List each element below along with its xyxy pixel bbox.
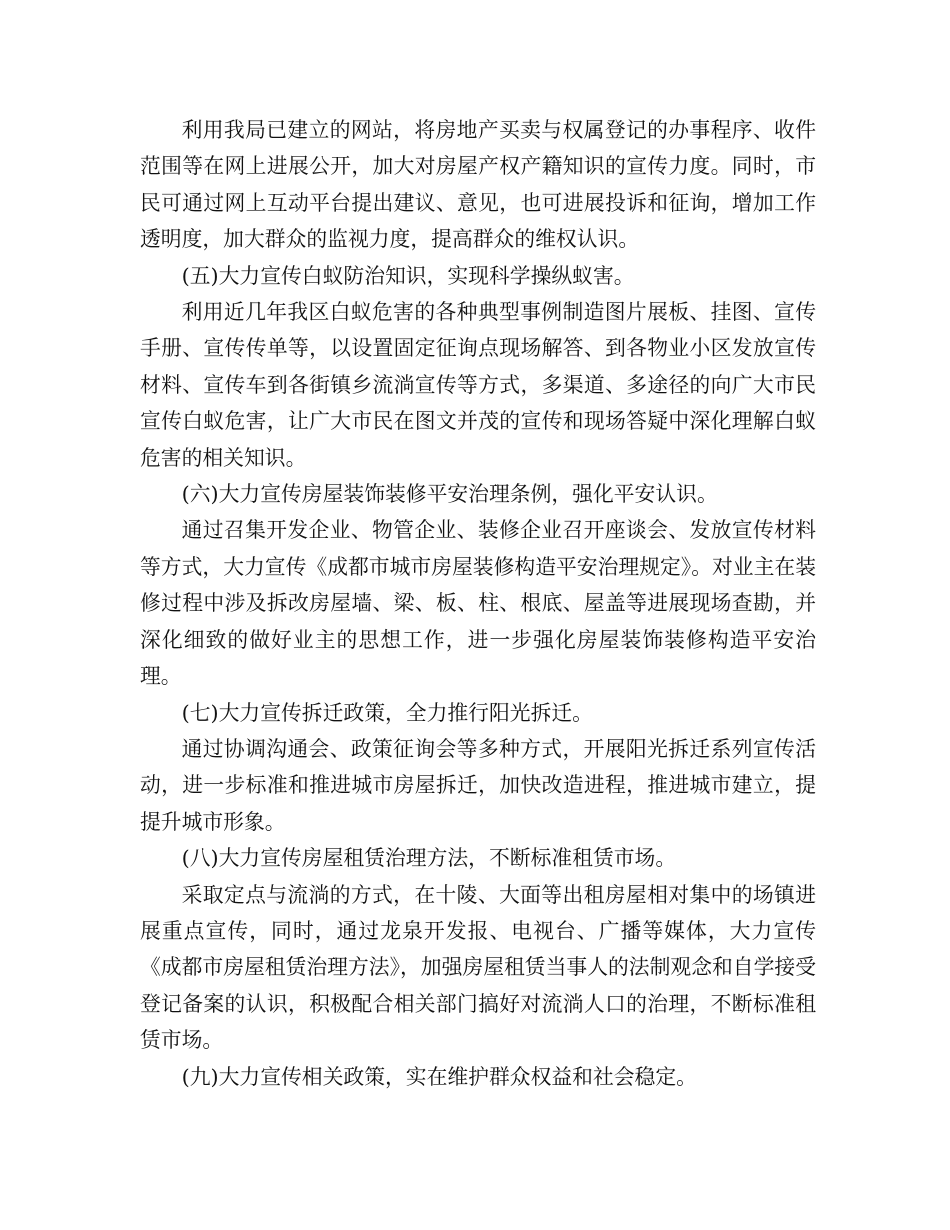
paragraph-rental-management: 采取定点与流淌的方式，在十陵、大面等出租房屋相对集中的场镇进展重点宣传，同时，通过龙泉开发报、电视台、广播等媒体，大力宣传《成都市房屋租赁治理方法》，加强房屋租赁当事人的法制观念和自学接受登记备案的认识，积极配合相关部门搞好对流淌人口的治理，不断标准租赁市场。 xyxy=(140,882,816,1053)
paragraph-decoration-safety: 通过召集开发企业、物管企业、装修企业召开座谈会、发放宣传材料等方式，大力宣传《成都市城市房屋装修构造平安治理规定》。对业主在装修过程中涉及拆改房屋墙、梁、板、柱、根底、屋盖等进展现场查勘，并深化细致的做好业主的思想工作，进一步强化房屋装饰装修构造平安治理。 xyxy=(140,518,816,689)
section-heading-5: (五)大力宣传白蚁防治知识，实现科学操纵蚁害。 xyxy=(181,263,635,288)
paragraph-demolition-policy: 通过协调沟通会、政策征询会等多种方式，开展阳光拆迁系列宣传活动，进一步标准和推进城市房屋拆迁，加快改造进程，推进城市建立，提提升城市形象。 xyxy=(140,736,816,834)
section-heading-6: (六)大力宣传房屋装饰装修平安治理条例，强化平安认识。 xyxy=(181,482,718,507)
section-heading-7: (七)大力宣传拆迁政策，全力推行阳光拆迁。 xyxy=(181,700,593,725)
paragraph-termite-prevention: 利用近几年我区白蚁危害的各种典型事例制造图片展板、挂图、宣传手册、宣传传单等，以设置固定征询点现场解答、到各物业小区发放宣传材料、宣传车到各街镇乡流淌宣传等方式，多渠道、多途径的向广大市民宣传白蚁危害，让广大市民在图文并茂的宣传和现场答疑中深化理解白蚁危害的相关知识。 xyxy=(140,300,816,470)
document-body xyxy=(140,112,816,1095)
paragraph-website-disclosure: 利用我局已建立的网站，将房地产买卖与权属登记的办事程序、收件范围等在网上进展公开，加大对房屋产权产籍知识的宣传力度。同时，市民可通过网上互动平台提出建议、意见，也可进展投诉和征询，增加工作透明度，加大群众的监视力度，提高群众的维权认识。 xyxy=(140,118,816,252)
section-heading-8: (八)大力宣传房屋租赁治理方法，不断标准租赁市场。 xyxy=(181,846,677,871)
section-heading-9: (九)大力宣传相关政策，实在维护群众权益和社会稳定。 xyxy=(181,1064,697,1089)
